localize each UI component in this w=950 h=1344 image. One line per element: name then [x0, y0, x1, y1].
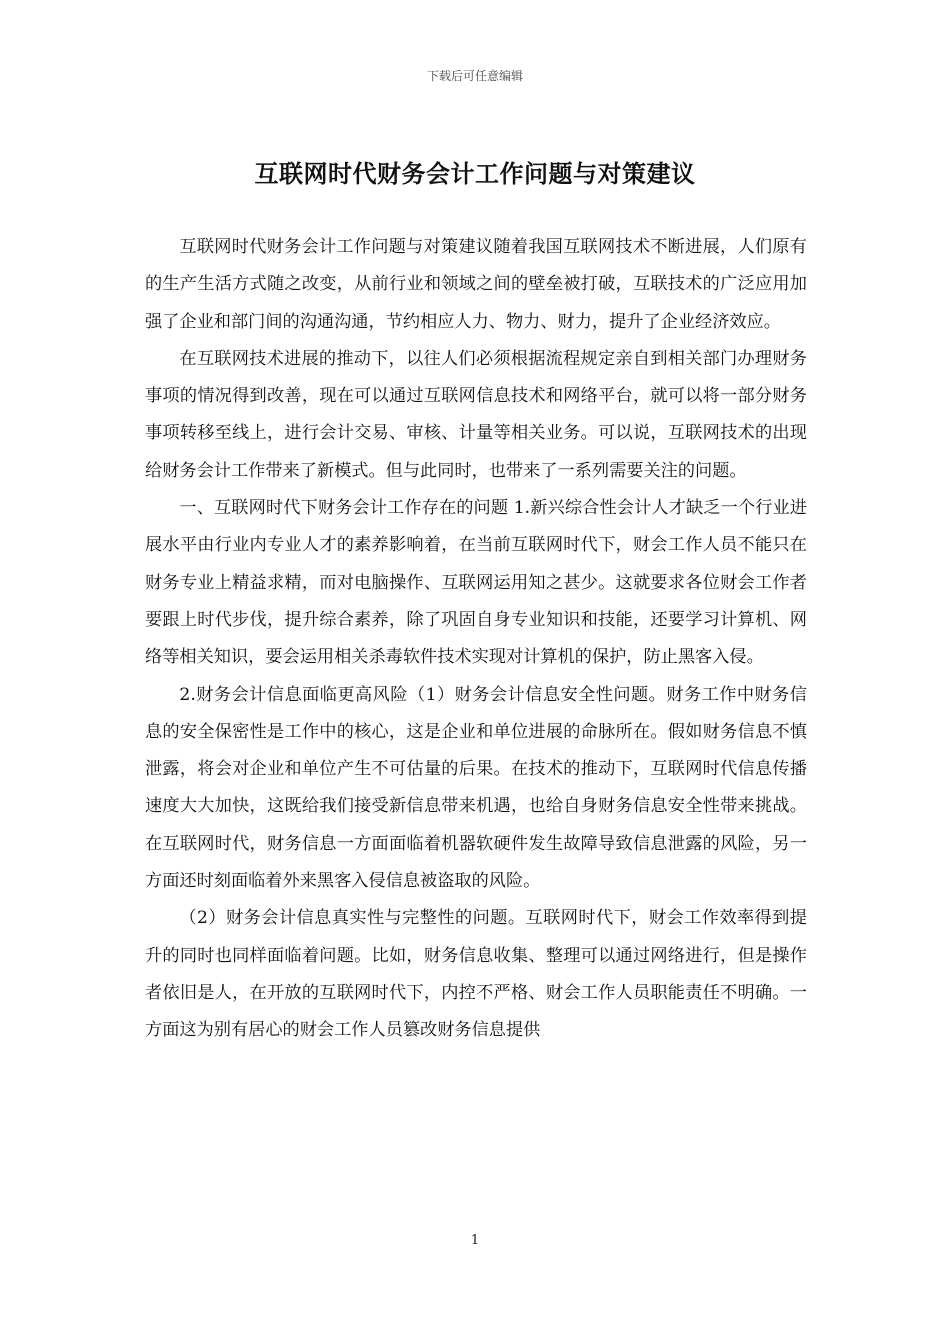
document-title: 互联网时代财务会计工作问题与对策建议 — [254, 159, 696, 188]
paragraph-5: （2）财务会计信息真实性与完整性的问题。互联网时代下，财会工作效率得到提升的同时也同样面临着问题。比如，财务信息收集、整理可以通过网络进行，但是操作者依旧是人，在开放的互联网时代下，内控不严格、财会工作人员职能责任不明确。一方面这为别有居心的财会工作人员篡改财务信息提供 — [145, 908, 807, 1041]
page-number: 1 — [470, 1233, 480, 1248]
document-body — [145, 229, 807, 1050]
paragraph-1: 互联网时代财务会计工作问题与对策建议随着我国互联网技术不断进展，人们原有的生产生活方式随之改变，从前行业和领域之间的壁垒被打破，互联技术的广泛应用加强了企业和部门间的沟通沟通，节约相应人力、物力、财力，提升了企业经济效应。 — [145, 237, 807, 332]
paragraph-3: 一、互联网时代下财务会计工作存在的问题 1.新兴综合性会计人才缺乏一个行业进展水平由行业内专业人才的素养影响着，在当前互联网时代下，财会工作人员不能只在财务专业上精益求精，而对电脑操作、互联网运用知之甚少。这就要求各位财会工作者要跟上时代步伐，提升综合素养，除了巩固自身专业知识和技能，还要学习计算机、网络等相关知识，要会运用相关杀毒软件技术实现对计算机的保护，防止黑客入侵。 — [145, 498, 807, 668]
header-note: 下载后可任意编辑 — [426, 69, 523, 83]
paragraph-2: 在互联网技术进展的推动下，以往人们必须根据流程规定亲自到相关部门办理财务事项的情况得到改善，现在可以通过互联网信息技术和网络平台，就可以将一部分财务事项转移至线上，进行会计交易、审核、计量等相关业务。可以说，互联网技术的出现给财务会计工作带来了新模式。但与此同时，也带来了一系列需要关注的问题。 — [145, 348, 807, 481]
paragraph-4: 2.财务会计信息面临更高风险（1）财务会计信息安全性问题。财务工作中财务信息的安全保密性是工作中的核心，这是企业和单位进展的命脉所在。假如财务信息不慎泄露，将会对企业和单位产生不可估量的后果。在技术的推动下，互联网时代信息传播速度大大加快，这既给我们接受新信息带来机遇，也给自身财务信息安全性带来挑战。在互联网时代，财务信息一方面面临着机器软硬件发生故障导致信息泄露的风险，另一方面还时刻面临着外来黑客入侵信息被盗取的风险。 — [145, 684, 807, 892]
